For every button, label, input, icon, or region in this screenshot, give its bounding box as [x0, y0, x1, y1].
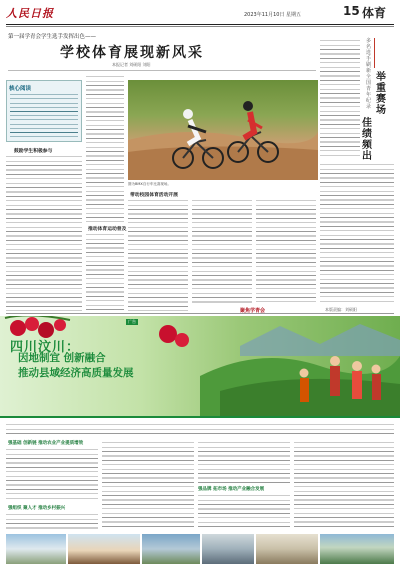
- editors-credit: 本版责编：刘硕阳: [325, 307, 357, 312]
- newspaper-logo: 人民日报: [6, 7, 54, 20]
- headline-divider: [8, 70, 316, 71]
- ad-text-col-2: [102, 440, 194, 530]
- core-reading-text: [10, 92, 78, 138]
- ad-photo-skier: [202, 534, 254, 564]
- ad-title-line1: 因地制宜 创新融合: [18, 352, 106, 364]
- ad-subhead-2: 强品牌 拓市场 推动产业融合发展: [198, 487, 265, 492]
- ad-divider: [0, 416, 400, 418]
- lead-headline: 学校体育展现新风采: [60, 45, 204, 61]
- ad-photo-workers: [256, 534, 318, 564]
- side-heading-sub: 佳绩频出: [362, 118, 372, 162]
- section-name: 体育: [362, 6, 387, 20]
- core-reading-title: 核心阅读: [9, 86, 32, 92]
- article-text-col-4: [192, 198, 252, 304]
- masthead: [0, 0, 400, 30]
- ad-banner: [0, 316, 400, 416]
- masthead-rule: [6, 24, 394, 25]
- ad-photo-mountain: [142, 534, 200, 564]
- article-text-col-3: [128, 198, 188, 312]
- issue-date: 2023年11月10日 星期五: [244, 12, 302, 18]
- article-text-col-1: [6, 154, 82, 314]
- ad-label: 广告: [128, 319, 136, 324]
- subhead-1: 鼓励学生积极参与: [14, 149, 53, 154]
- page-number: 15: [343, 4, 360, 18]
- ad-photo-building: [68, 534, 140, 564]
- side-column: [320, 30, 394, 315]
- article-text-col-5: [256, 198, 316, 302]
- side-heading-main: 举重赛场: [376, 72, 386, 116]
- ad-photo-town: [6, 534, 66, 564]
- bmx-race-photo: [128, 80, 318, 180]
- ad-title-place: 四川汶川：: [10, 340, 81, 355]
- subhead-3: 带动校园体育活动开展: [130, 193, 178, 198]
- ad-title-line2: 推动县域经济高质量发展: [18, 367, 134, 379]
- masthead-rule-thin: [6, 26, 394, 27]
- ad-text-col-3a: [198, 440, 290, 484]
- side-text-lower: [320, 162, 394, 302]
- ad-text-col-4: [294, 440, 394, 530]
- section-divider: [6, 313, 394, 314]
- bmx-photo-caption: 图为BMX自行车比赛现场。: [128, 182, 171, 186]
- ad-subhead-3: 强组织 聚人才 推动乡村振兴: [8, 506, 66, 511]
- ad-subhead-1: 强基础 创新链 推动农业产业提质增效: [8, 441, 84, 446]
- ad-photo-valley: [320, 534, 394, 564]
- article-text-col-2b: [86, 232, 124, 314]
- ad-text-col-3b: [198, 493, 290, 530]
- bmx-riders-illustration: [128, 80, 318, 180]
- lead-byline: 本报记者 刘硕阳 刘阳: [112, 62, 151, 67]
- article-text-col-2: [86, 74, 124, 222]
- wenchuan-advertisement: [0, 316, 400, 565]
- ad-text-col-1: [6, 447, 98, 501]
- side-accent-rule: [374, 38, 375, 68]
- ad-text-col-1b: [6, 512, 98, 530]
- side-text-upper: [320, 38, 360, 158]
- lead-kicker: 第一届学青会学生选手发挥出色——: [8, 34, 97, 40]
- subhead-2: 推动体育运动普及: [88, 227, 127, 232]
- channel-label: 聚焦学青会: [240, 308, 266, 314]
- side-label: 多名选手刷新全国青年纪录: [366, 38, 372, 110]
- ad-intro-text: [6, 422, 394, 436]
